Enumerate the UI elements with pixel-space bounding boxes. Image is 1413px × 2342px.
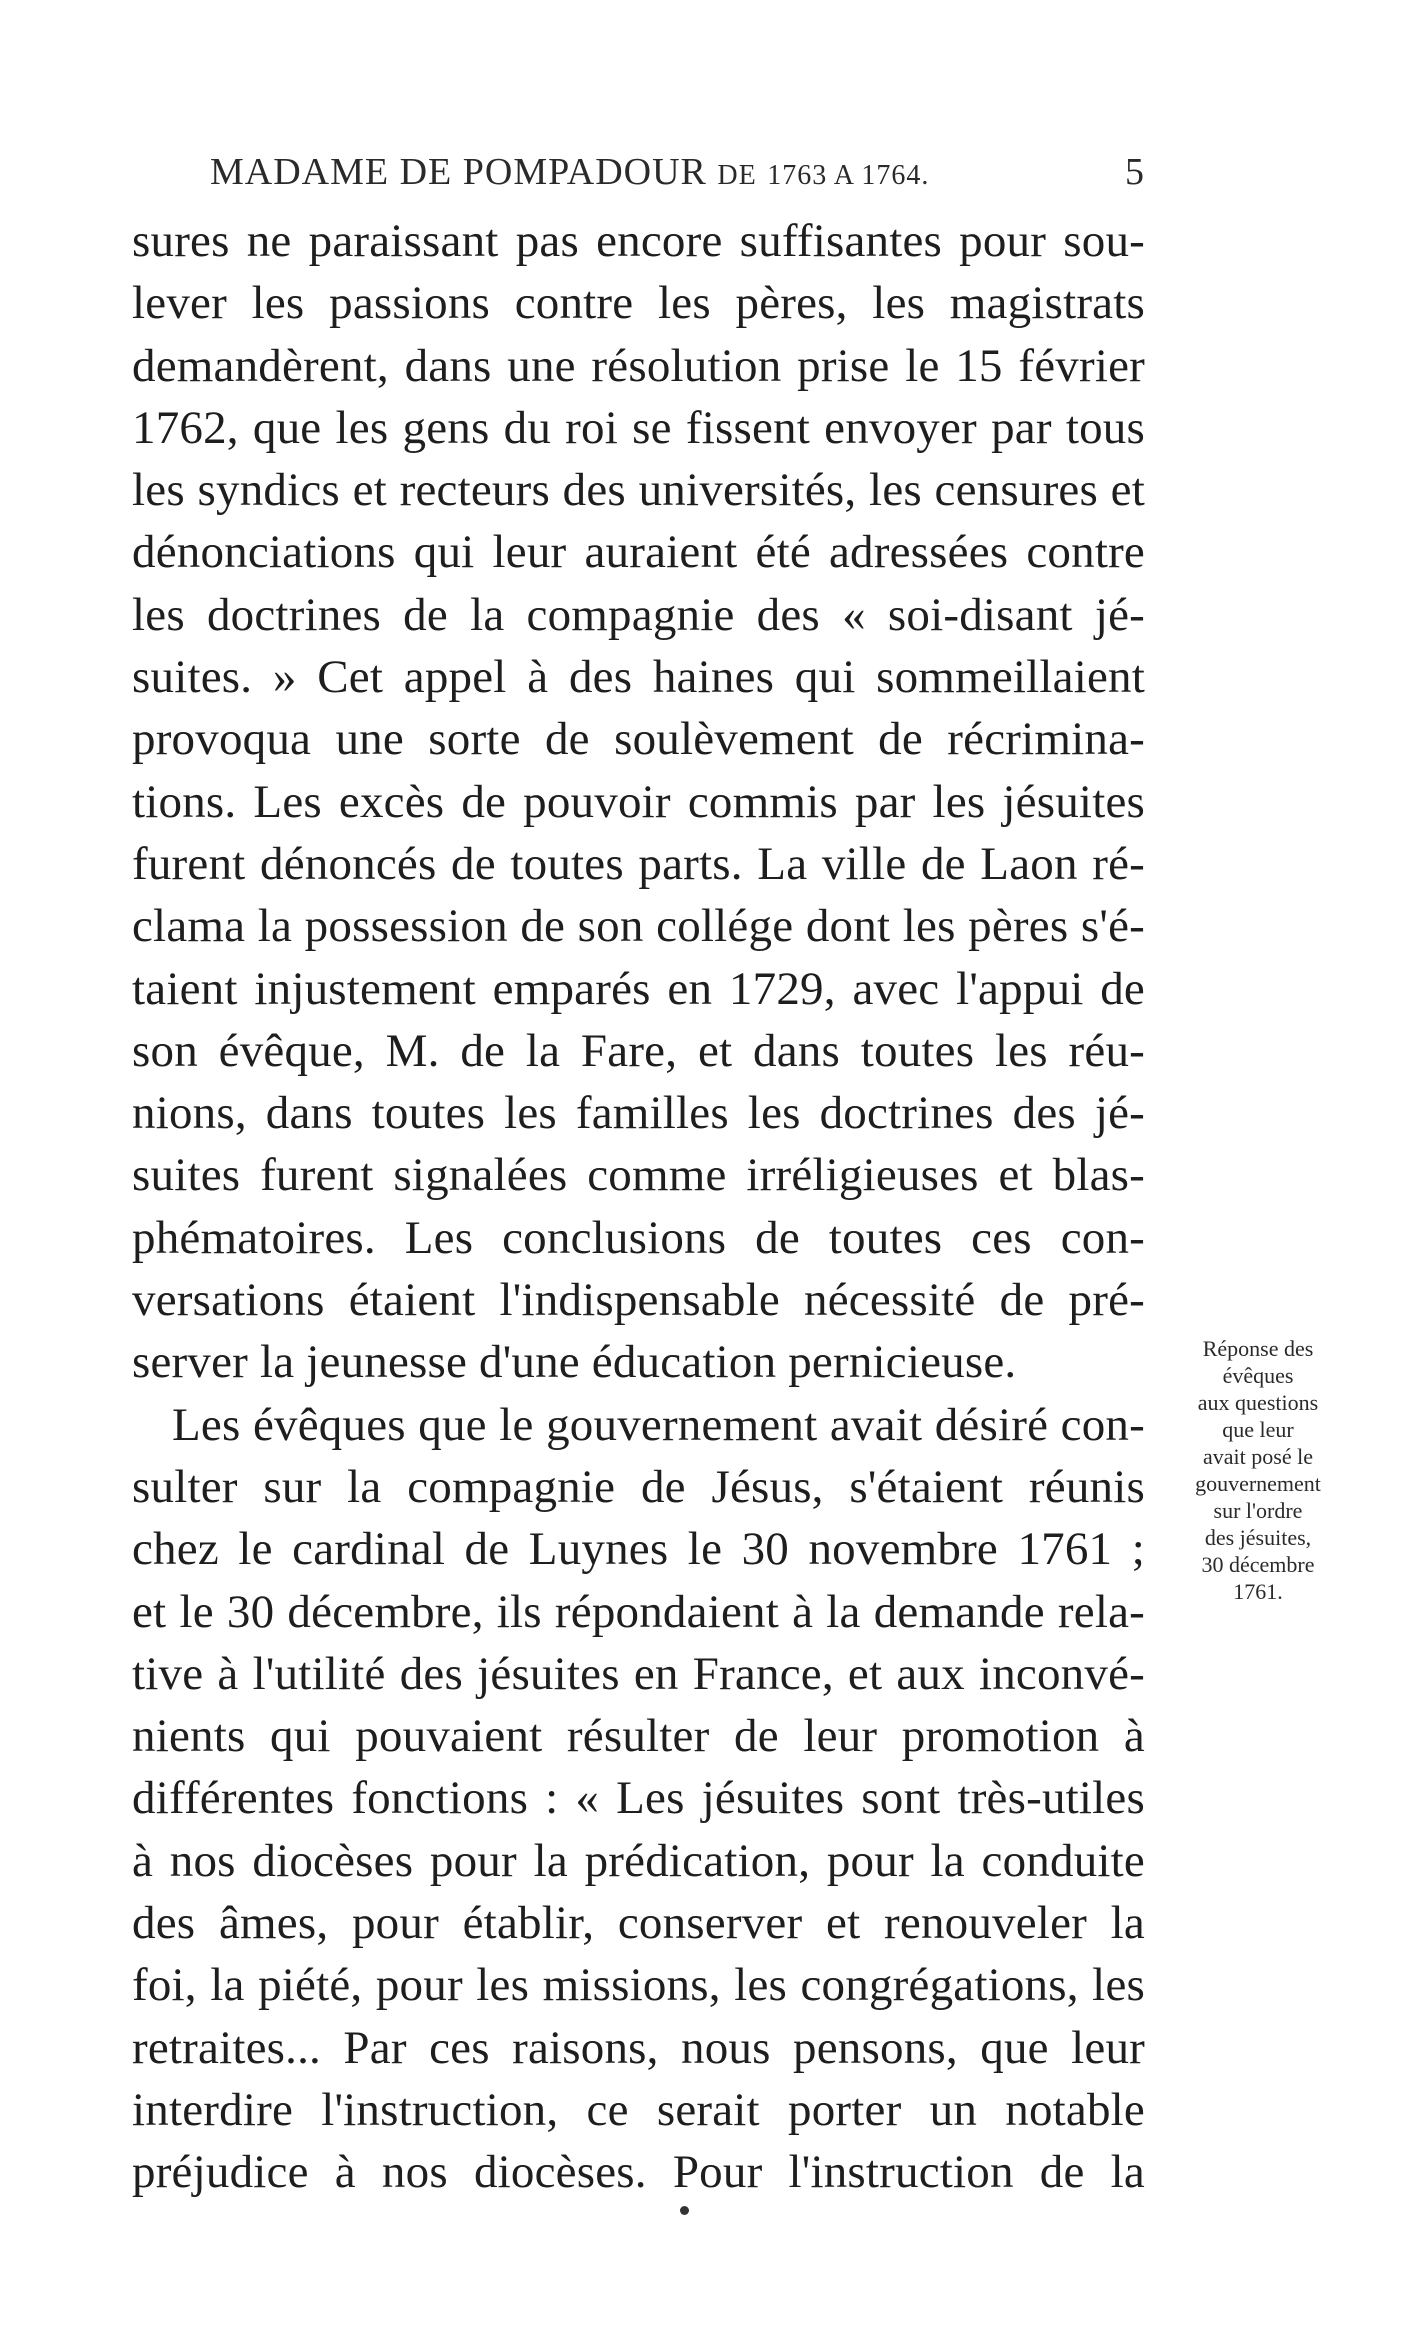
- margin-note-line: aux questions: [1197, 1390, 1319, 1415]
- running-title: [210, 150, 929, 194]
- text-line: nients qui pouvaient résulter de leur promotion à: [132, 1710, 1145, 1763]
- text-line: provoqua une sorte de soulèvement de récrimina-: [132, 713, 1145, 766]
- text-line: et le 30 décembre, ils répondaient à la demande rela-: [132, 1585, 1145, 1638]
- footer-mark: [680, 2206, 689, 2215]
- margin-note-line: des jésuites,: [1204, 1525, 1312, 1550]
- running-title-de: DE: [717, 160, 757, 191]
- text-line: suites. » Cet appel à des haines qui sommeillaient: [132, 651, 1145, 704]
- margin-note-line: 30 décembre: [1201, 1552, 1315, 1577]
- text-line: les syndics et recteurs des universités, les censures et: [132, 464, 1145, 517]
- text-line: foi, la piété, pour les missions, les congrégations, les: [132, 1959, 1145, 2012]
- body-text: [132, 210, 1145, 2204]
- paragraph-2: [132, 1394, 1145, 2204]
- margin-note-line: avait posé le: [1203, 1444, 1313, 1469]
- text-line: tions. Les excès de pouvoir commis par les jésuites: [132, 775, 1145, 828]
- text-line: des âmes, pour établir, conserver et renouveler la: [132, 1897, 1145, 1950]
- text-line: son évêque, M. de la Fare, et dans toutes les réu-: [132, 1024, 1145, 1077]
- margin-note: [1168, 1335, 1348, 1605]
- text-line: chez le cardinal de Luynes le 30 novembre 1761 ;: [132, 1523, 1145, 1576]
- text-line: phématoires. Les conclusions de toutes ces con-: [132, 1211, 1145, 1264]
- text-line: furent dénoncés de toutes parts. La ville de Laon ré-: [132, 837, 1145, 890]
- text-line: server la jeunesse d'une éducation pernicieuse.: [132, 1336, 1017, 1389]
- margin-note-line: 1761.: [1233, 1579, 1283, 1604]
- text-line: retraites... Par ces raisons, nous pensons, que leur: [132, 2021, 1145, 2074]
- page-number: 5: [1125, 151, 1145, 193]
- text-line: versations étaient l'indispensable nécessité de pré-: [132, 1274, 1145, 1327]
- text-line: 1762, que les gens du roi se fissent envoyer par tous: [132, 401, 1145, 454]
- margin-note-line: évêques: [1222, 1363, 1294, 1388]
- running-title-dates: 1763 A 1764.: [767, 160, 930, 191]
- text-line: interdire l'instruction, ce serait porter un notable: [132, 2083, 1145, 2136]
- text-line: sures ne paraissant pas encore suffisantes pour sou-: [132, 215, 1145, 267]
- margin-note-line: Réponse des: [1202, 1336, 1314, 1361]
- text-line: clama la possession de son collége dont les pères s'é-: [132, 900, 1145, 953]
- text-line: à nos diocèses pour la prédication, pour la conduite: [132, 1834, 1145, 1887]
- text-line: taient injustement emparés en 1729, avec l'appui de: [132, 962, 1145, 1015]
- margin-note-line: sur l'ordre: [1213, 1498, 1303, 1523]
- paragraph-1: [132, 210, 1145, 1394]
- margin-note-line: gouvernement: [1195, 1471, 1321, 1496]
- running-title-main: MADAME DE POMPADOUR: [210, 151, 707, 193]
- text-line: demandèrent, dans une résolution prise le 15 février: [132, 339, 1145, 392]
- text-line: suites furent signalées comme irréligieuses et blas-: [132, 1149, 1145, 1202]
- text-line: Les évêques que le gouvernement avait désiré con-: [172, 1398, 1145, 1451]
- text-line: nions, dans toutes les familles les doctrines des jé-: [132, 1087, 1145, 1140]
- text-line: différentes fonctions : « Les jésuites sont très-utiles: [132, 1772, 1145, 1825]
- text-line: lever les passions contre les pères, les magistrats: [132, 277, 1145, 330]
- running-header: [210, 150, 1145, 200]
- text-line: préjudice à nos diocèses. Pour l'instruction de la: [132, 2146, 1145, 2199]
- text-line: les doctrines de la compagnie des « soi-disant jé-: [132, 588, 1145, 641]
- text-line: tive à l'utilité des jésuites en France, et aux inconvé-: [132, 1647, 1145, 1700]
- margin-note-line: que leur: [1222, 1417, 1294, 1442]
- text-line: sulter sur la compagnie de Jésus, s'étaient réunis: [132, 1460, 1145, 1513]
- text-line: dénonciations qui leur auraient été adressées contre: [132, 526, 1145, 579]
